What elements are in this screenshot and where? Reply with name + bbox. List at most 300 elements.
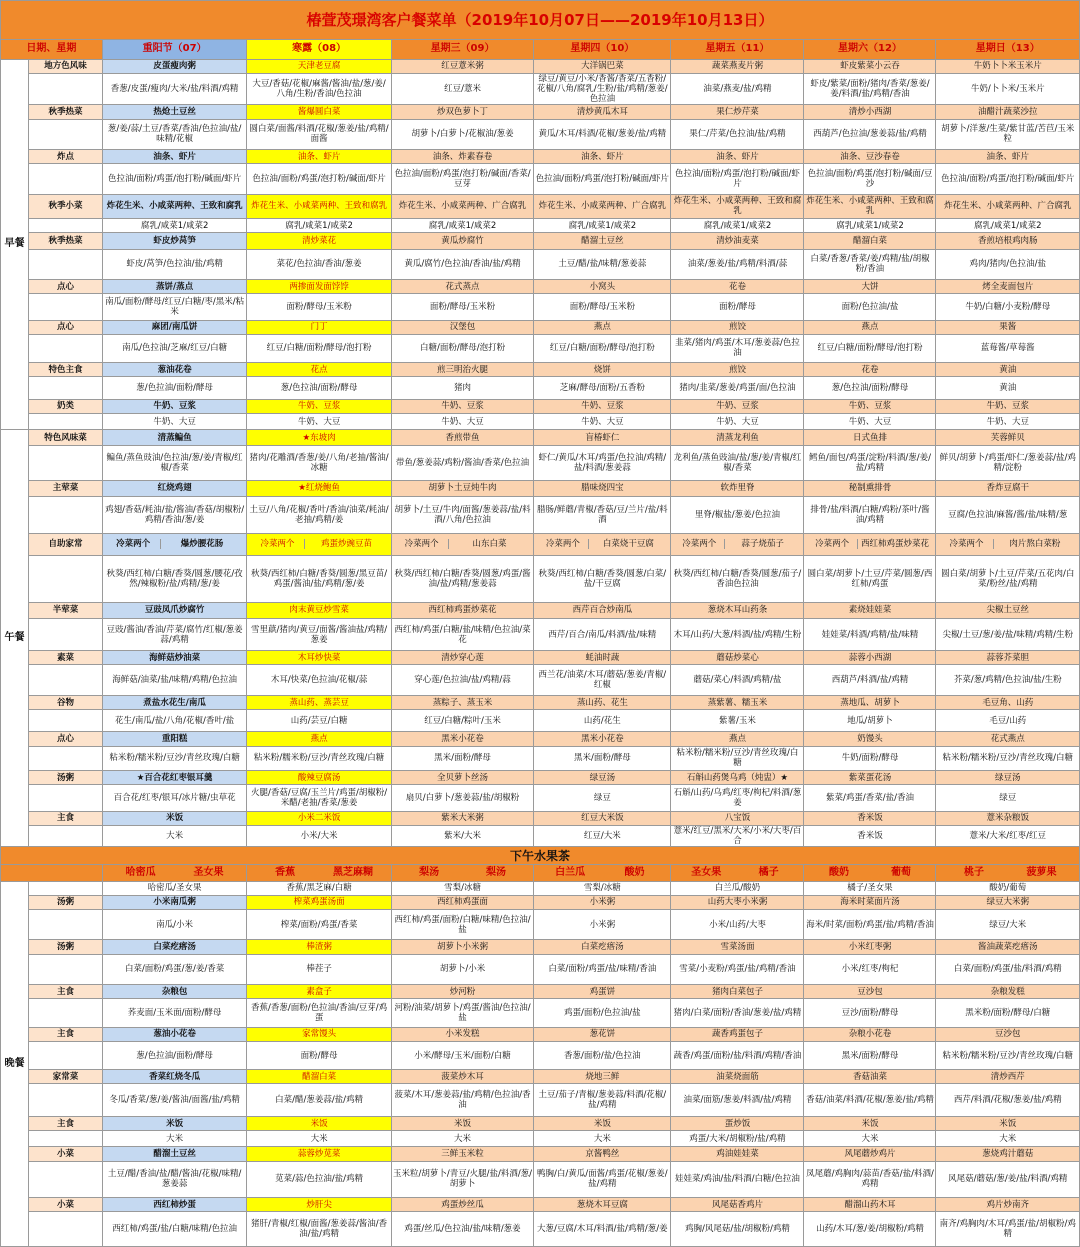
- dish-name: 素盒子: [247, 985, 391, 999]
- category-label: [29, 497, 103, 534]
- dish-ingredients: 百合花/红枣/银耳/冰片糖/虫草花: [102, 785, 246, 811]
- dish-name: 重阳糕: [102, 732, 246, 746]
- dish-name: 绿豆大米粥: [936, 895, 1080, 909]
- dish-ingredients: 海米/时菜/面粉/鸡蛋/盐/鸡精/香油: [804, 909, 936, 939]
- header-day-6: 星期六（12）: [804, 39, 936, 59]
- dish-ingredients: 香葱/面粉/盐/色拉油: [534, 1041, 671, 1069]
- dish-name: 果酱: [936, 320, 1080, 334]
- dish-name: 花卷: [804, 363, 936, 377]
- fruit-name: 梨汤: [485, 866, 506, 878]
- dish-ingredients: 牛奶、大豆: [391, 413, 533, 429]
- dish-name: 小米二米饭: [247, 811, 391, 825]
- dish-name: 大洋锅巴菜: [534, 59, 671, 73]
- dish-ingredients: 腐乳/咸菜1/咸菜2: [247, 219, 391, 233]
- dish-name: 醋溜白菜: [247, 1070, 391, 1084]
- dish-ingredients: 牛奶、大豆: [671, 413, 804, 429]
- dish-ingredients: 红豆/薏米: [391, 74, 533, 105]
- dish-ingredients: 秋葵/西红柿/白糖/香葵/圆葱/白菜/盐/干豆腐: [534, 555, 671, 602]
- dish-ingredients: 圆白菜/胡萝卜/土豆/芹菜/五花肉/白菜/粉丝/盐/鸡精: [936, 555, 1080, 602]
- dish-ingredients: 土豆/醋/香油/盐/醋/酱油/花椒/味精/葱姜蒜: [102, 1161, 246, 1198]
- dish-name: 葱烧木耳山药条: [671, 602, 804, 618]
- dish-ingredients: 虾皮/紫菜/面粉/猪肉/香菜/葱姜/姜/料酒/盐/鸡精/香油: [804, 74, 936, 105]
- dish-name: 米饭: [102, 811, 246, 825]
- dish-ingredients: 面粉/酵母/玉米粉: [247, 294, 391, 320]
- dish-ingredients: 腐乳/咸菜1/咸菜2: [391, 219, 533, 233]
- dish-name: 香煎带鱼: [391, 430, 533, 446]
- dish-name: ★百合花红枣银耳羹: [102, 770, 246, 784]
- dish-ingredients: 绿豆: [534, 785, 671, 811]
- dish-ingredients: 韭菜/猪肉/鸡蛋/木耳/葱姜蒜/色拉油: [671, 334, 804, 362]
- header-day-4: 星期四（10）: [534, 39, 671, 59]
- dish-ingredients: 香菇/油菜/料酒/花椒/葱姜/盐/鸡精: [804, 1084, 936, 1116]
- dish-name: 小米红枣粥: [804, 940, 936, 954]
- dish-name: 山东白菜: [472, 539, 507, 550]
- dish-name: 油条、虾片: [936, 150, 1080, 164]
- dish-pair: [671, 533, 804, 555]
- category-label: 家常菜: [29, 1070, 103, 1084]
- dish-name: 炸花生米、小咸菜两种、王致和腐乳: [804, 194, 936, 218]
- fruit-name: 橘子: [758, 866, 779, 878]
- dish-cold: 冷菜两个: [808, 539, 858, 549]
- dish-ingredients: 尖椒/土豆/葱/姜/盐/味精/鸡精/生粉: [936, 618, 1080, 650]
- dish-ingredients: 西红柿/鸡蛋/白糖/盐/味精/色拉油/菜花: [391, 618, 533, 650]
- dish-name: 绿豆汤: [534, 770, 671, 784]
- dish-ingredients: 苋菜/蒜/色拉油/盐/鸡精: [247, 1161, 391, 1198]
- dish-name: 煎三明治火腿: [391, 363, 533, 377]
- dish-ingredients: 大米: [391, 1131, 533, 1147]
- dish-name: 紫米大米粥: [391, 811, 533, 825]
- dish-ingredients: 橘子/圣女果: [804, 881, 936, 895]
- dish-name: 小窝头: [534, 279, 671, 293]
- dish-ingredients: 面粉/酵母: [247, 1041, 391, 1069]
- dish-name: 炸花生米、小咸菜两种、广合腐乳: [936, 194, 1080, 218]
- category-label: 主食: [29, 985, 103, 999]
- dish-name: 三鲜玉米粒: [391, 1147, 533, 1161]
- dish-name: 蒸山药、蒸芸豆: [247, 695, 391, 709]
- dish-ingredients: 鸡蛋/面粉/色拉油/盐: [534, 999, 671, 1027]
- dish-name: 京酱鸭丝: [534, 1147, 671, 1161]
- dish-pair: [534, 533, 671, 555]
- dish-ingredients: 薏米/大米/红枣/红豆: [936, 825, 1080, 846]
- dish-name: 醋溜白菜: [804, 233, 936, 249]
- dish-name: 蒜子烧茄子: [741, 539, 784, 550]
- dish-ingredients: 黑米粉/面粉/酵母/白糖: [936, 999, 1080, 1027]
- dish-name: ★东坡肉: [247, 430, 391, 446]
- dish-ingredients: 娃娃菜/鸡油/盐/料酒/白糖/色拉油: [671, 1161, 804, 1198]
- dish-pair: [936, 533, 1080, 555]
- dish-ingredients: 菠菜/木耳/葱姜蒜/盐/鸡精/色拉油/香油: [391, 1084, 533, 1116]
- dish-name: 蘑菇炒菜心: [671, 651, 804, 665]
- dish-name: 蒜蓉炒苋菜: [247, 1147, 391, 1161]
- dish-name: 醋溜土豆丝: [102, 1147, 246, 1161]
- category-label: 点心: [29, 732, 103, 746]
- dish-cold: 冷菜两个: [395, 539, 449, 549]
- dish-name: 麻团/南瓜饼: [102, 320, 246, 334]
- dish-name: 清炒西芹: [936, 1070, 1080, 1084]
- dish-name: 奶馒头: [804, 732, 936, 746]
- dish-ingredients: 西葫芦/料酒/盐/鸡精: [804, 665, 936, 695]
- dish-pair: [102, 533, 246, 555]
- dish-ingredients: 色拉油/面粉/鸡蛋/泡打粉/碱面/虾片: [671, 164, 804, 194]
- dish-name: 炸花生米、小咸菜两种、广合腐乳: [391, 194, 533, 218]
- dish-name: 米饭: [936, 1116, 1080, 1130]
- dish-pair: [247, 533, 391, 555]
- dish-ingredients: 牛奶/面粉/酵母: [804, 746, 936, 770]
- dish-ingredients: 荞麦面/玉米面/面粉/酵母: [102, 999, 246, 1027]
- category-label: 自助家常: [29, 533, 103, 555]
- dish-name: 油菜烧面筋: [671, 1070, 804, 1084]
- dish-ingredients: 鸡蛋/大米/胡椒粉/盐/鸡精: [671, 1131, 804, 1147]
- dish-ingredients: 毛豆/山药: [936, 710, 1080, 732]
- dish-name: 牛奶、豆浆: [804, 399, 936, 413]
- fruit-name: 黑芝麻糊: [333, 866, 374, 878]
- dish-ingredients: 雪梨/冰糖: [391, 881, 533, 895]
- dish-name: 醋溜山药木耳: [804, 1198, 936, 1212]
- header-day-2: 寒露（08）: [247, 39, 391, 59]
- dish-ingredients: 色拉油/面粉/鸡蛋/泡打粉/碱面/虾片: [247, 164, 391, 194]
- category-label: 炸点: [29, 150, 103, 164]
- afternoon-tea-title: 下午水果茶: [1, 847, 1080, 865]
- dish-name: 牛奶、豆浆: [247, 399, 391, 413]
- dish-ingredients: 西红柿/鸡蛋/盐/白糖/味精/色拉油: [102, 1212, 246, 1247]
- category-label: [29, 954, 103, 984]
- dish-ingredients: 红豆/白糖/粽叶/玉米: [391, 710, 533, 732]
- dish-ingredients: 白菜/香葱/香菜/姜/鸡精/盐/胡椒粉/香油: [804, 249, 936, 279]
- dish-name: 煎饺: [671, 320, 804, 334]
- dish-ingredients: 猪肉/韭菜/葱姜/鸡蛋/面/色拉油: [671, 377, 804, 399]
- dish-ingredients: 粘米粉/糯米粉/豆沙/青丝玫瑰/白糖: [936, 746, 1080, 770]
- dish-ingredients: 河粉/油菜/胡萝卜/鸡蛋/酱油/色拉油/盐: [391, 999, 533, 1027]
- dish-name: 牛奶、豆浆: [671, 399, 804, 413]
- dish-ingredients: 牛奶、大豆: [534, 413, 671, 429]
- dish-name: 花式燕点: [936, 732, 1080, 746]
- dish-ingredients: 鸭胸/白/黄瓜/面酱/鸡蛋/花椒/葱姜/盐/鸡精: [534, 1161, 671, 1198]
- dish-ingredients: 腐乳/咸菜1/咸菜2: [671, 219, 804, 233]
- dish-ingredients: 豆沙/面粉/酵母: [804, 999, 936, 1027]
- category-label: [29, 164, 103, 194]
- dish-name: 清蒸鳊鱼: [102, 430, 246, 446]
- dish-name: 米饭: [247, 1116, 391, 1130]
- dish-ingredients: 蘑菇/菜心/料酒/鸡精/盐: [671, 665, 804, 695]
- dish-ingredients: 粘米粉/糯米粉/豆沙/青丝玫瑰/白糖: [671, 746, 804, 770]
- dish-ingredients: 秋葵/西红柿/白糖/香葵/圆葱/腰花/孜然/辣椒粉/盐/鸡精/葱/姜: [102, 555, 246, 602]
- dish-name: 尖椒土豆丝: [936, 602, 1080, 618]
- dish-name: 西红柿炒蛋: [102, 1198, 246, 1212]
- dish-name: 煮盐水花生/南瓜: [102, 695, 246, 709]
- dish-name: 西芹百合炒南瓜: [534, 602, 671, 618]
- dish-name: 绿豆汤: [936, 770, 1080, 784]
- dish-name: 鸡油娃娃菜: [671, 1147, 804, 1161]
- dish-name: 胡萝卜小米粥: [391, 940, 533, 954]
- dish-ingredients: 雪里蕻/猪肉/黄豆/面酱/酱油盐/鸡精/葱姜: [247, 618, 391, 650]
- dish-name: 杂粮发糕: [936, 985, 1080, 999]
- dish-name: 香煎培根鸡肉肠: [936, 233, 1080, 249]
- dish-name: 牛奶卜卜米玉米片: [936, 59, 1080, 73]
- dish-ingredients: 南瓜/色拉油/芝麻/红豆/白糖: [102, 334, 246, 362]
- dish-name: 煎饺: [671, 363, 804, 377]
- dish-ingredients: 粘米粉/糯米粉/豆沙/青丝玫瑰/白糖: [102, 746, 246, 770]
- fruit-name: 哈密瓜: [125, 866, 156, 878]
- dish-name: 蛋炒饭: [671, 1116, 804, 1130]
- fruit-pair: [671, 865, 804, 881]
- dish-name: 软炸里脊: [671, 480, 804, 496]
- dish-name: 花式蒸点: [391, 279, 533, 293]
- category-label: [29, 1041, 103, 1069]
- dish-ingredients: 虾皮/莴笋/色拉油/盐/鸡精: [102, 249, 246, 279]
- fruit-pair: [391, 865, 533, 881]
- dish-ingredients: 油菜/燕麦/盐/鸡精: [671, 74, 804, 105]
- fruit-name: 酸奶: [829, 866, 850, 878]
- dish-ingredients: 绿豆/大米: [936, 909, 1080, 939]
- dish-name: 鸡片炒南齐: [936, 1198, 1080, 1212]
- dish-ingredients: 葱/色拉油/面粉/酵母: [804, 377, 936, 399]
- dish-name: 榨菜鸡蛋汤面: [247, 895, 391, 909]
- dish-ingredients: 石斛/山药/乌鸡/红枣/枸杞/料酒/葱姜: [671, 785, 804, 811]
- category-label: 奶类: [29, 399, 103, 413]
- dish-name: 虾皮紫菜小云吞: [804, 59, 936, 73]
- dish-ingredients: 花生/南瓜/盐/八角/花椒/香叶/盐: [102, 710, 246, 732]
- dish-pair: [391, 533, 533, 555]
- dish-name: 蒸山药、花生: [534, 695, 671, 709]
- dish-name: 两掺面发面饽饽: [247, 279, 391, 293]
- dish-ingredients: 秋葵/西红柿/白糖/香葵/圆葱/鸡蛋/酱油/盐/鸡精/葱姜蒜: [391, 555, 533, 602]
- dish-name: 炸花生米、小咸菜两种、王致和腐乳: [247, 194, 391, 218]
- dish-name: 红豆大米饭: [534, 811, 671, 825]
- dish-ingredients: 黑米/面粉/酵母: [391, 746, 533, 770]
- dish-name: 杂粮小花卷: [804, 1027, 936, 1041]
- category-label: 点心: [29, 320, 103, 334]
- dish-name: 西红柿鸡蛋炒菜花: [391, 602, 533, 618]
- dish-ingredients: 娃娃菜/料酒/鸡精/盐/味精: [804, 618, 936, 650]
- dish-ingredients: 猪肉/白菜/面粉/香油/葱姜/盐/鸡精: [671, 999, 804, 1027]
- dish-ingredients: 牛奶/白糖/小麦粉/酵母: [936, 294, 1080, 320]
- dish-name: 蒸地瓜、胡萝卜: [804, 695, 936, 709]
- dish-name: 牛奶、豆浆: [936, 399, 1080, 413]
- dish-ingredients: 色拉油/面粉/鸡蛋/泡打粉/碱面/虾片: [102, 164, 246, 194]
- dish-ingredients: 粘米粉/糯米粉/豆沙/青丝玫瑰/白糖: [247, 746, 391, 770]
- dish-ingredients: 紫薯/玉米: [671, 710, 804, 732]
- dish-name: 菠菜炒木耳: [391, 1070, 533, 1084]
- dish-ingredients: 黑米/面粉/酵母: [804, 1041, 936, 1069]
- dish-ingredients: 豆豉/酱油/香油/芹菜/腐竹/红椒/葱姜蒜/鸡精: [102, 618, 246, 650]
- dish-ingredients: 蓝莓酱/草莓酱: [936, 334, 1080, 362]
- category-label: 地方色风味: [29, 59, 103, 73]
- dish-ingredients: 山药/木耳/葱/姜/胡椒粉/鸡精: [804, 1212, 936, 1247]
- dish-name: 烤全麦面包片: [936, 279, 1080, 293]
- dish-cold: 冷菜两个: [537, 539, 589, 549]
- dish-ingredients: 凤尾蘑/鸡胸肉/蒜苗/香菇/盐/料酒/鸡精: [804, 1161, 936, 1198]
- dish-name: 炸花生米、小咸菜两种、王致和腐乳: [671, 194, 804, 218]
- category-label: [29, 746, 103, 770]
- dish-name: 雪菜汤面: [671, 940, 804, 954]
- category-label: [29, 377, 103, 399]
- dish-name: 西红柿鸡蛋面: [391, 895, 533, 909]
- dish-name: 蔬香鸡蛋包子: [671, 1027, 804, 1041]
- dish-ingredients: 风尾菇/蘑菇/葱/姜/盐/料酒/鸡精: [936, 1161, 1080, 1198]
- dish-ingredients: 里脊/椒盐/葱姜/色拉油: [671, 497, 804, 534]
- dish-name: 炸花生米、小咸菜两种、王致和腐乳: [102, 194, 246, 218]
- dish-ingredients: 西芹/料酒/花椒/葱姜/盐/鸡精: [936, 1084, 1080, 1116]
- dish-name: 蒸粽子、蒸玉米: [391, 695, 533, 709]
- dish-ingredients: 海鲜菇/油菜/盐/味精/鸡精/色拉油: [102, 665, 246, 695]
- category-label: [29, 881, 103, 895]
- fruit-pair: [247, 865, 391, 881]
- dish-name: 米饭: [102, 1116, 246, 1130]
- dish-name: 西红柿鸡蛋炒菜花: [860, 539, 929, 550]
- category-label: [29, 785, 103, 811]
- dish-name: 燕点: [534, 320, 671, 334]
- dish-name: 爆炒腰花肠: [180, 539, 224, 550]
- dish-name: 风尾蘑炒鸡片: [804, 1147, 936, 1161]
- dish-name: 牛奶、豆浆: [102, 399, 246, 413]
- dish-ingredients: 酸奶/葡萄: [936, 881, 1080, 895]
- dish-name: 燕点: [247, 732, 391, 746]
- dish-ingredients: 木耳/山药/大葱/料酒/盐/鸡精/生粉: [671, 618, 804, 650]
- dish-name: 石斛山药煲乌鸡（炖盅）★: [671, 770, 804, 784]
- category-label: [29, 249, 103, 279]
- dish-name: 木耳炒快菜: [247, 651, 391, 665]
- dish-name: 葱花饼: [534, 1027, 671, 1041]
- dish-name: 烧饼: [534, 363, 671, 377]
- dish-ingredients: 圆白菜/胡萝卜/土豆/芹菜/圆葱/西红柿/鸡蛋: [804, 555, 936, 602]
- dish-ingredients: 土豆/八角/花椒/香叶/香油/油菜/耗油/老抽/鸡精/姜: [247, 497, 391, 534]
- category-label: 主荤菜: [29, 480, 103, 496]
- dish-name: 鸡蛋饼: [534, 985, 671, 999]
- dish-name: 小米发糕: [391, 1027, 533, 1041]
- dish-ingredients: 油菜/面筋/葱姜/料酒/盐/鸡精: [671, 1084, 804, 1116]
- dish-cold: 冷菜两个: [106, 539, 161, 549]
- dish-ingredients: 色拉油/面粉/鸡蛋/泡打粉/碱面/虾片: [936, 164, 1080, 194]
- dish-ingredients: 绿豆: [936, 785, 1080, 811]
- dish-ingredients: 棒茬子: [247, 954, 391, 984]
- dish-ingredients: 黄油: [936, 377, 1080, 399]
- category-label: 汤粥: [29, 895, 103, 909]
- dish-ingredients: 大米: [804, 1131, 936, 1147]
- category-label: [29, 1084, 103, 1116]
- dish-ingredients: 西红柿/鸡蛋/面粉/白糖/味精/色拉油/盐: [391, 909, 533, 939]
- dish-ingredients: 鸡蛋/丝瓜/色拉油/盐/味精/葱姜: [391, 1212, 533, 1247]
- dish-name: 黑米小花卷: [534, 732, 671, 746]
- fruit-pair: [804, 865, 936, 881]
- fruit-name: 酸奶: [624, 866, 645, 878]
- meal-label-dinner: 晚餐: [1, 881, 29, 1246]
- dish-ingredients: 冬瓜/香菜/葱/姜/酱油/面酱/盐/鸡精: [102, 1084, 246, 1116]
- category-label: 特色风味菜: [29, 430, 103, 446]
- dish-name: 杂粮包: [102, 985, 246, 999]
- dish-ingredients: 葱/色拉油/面粉/酵母: [102, 1041, 246, 1069]
- dish-name: 肉末黄豆炒雪菜: [247, 602, 391, 618]
- dish-name: 烧地三鲜: [534, 1070, 671, 1084]
- dish-ingredients: 白菜/面粉/鸡蛋/盐/味精/香油: [534, 954, 671, 984]
- dish-name: 酱油蔬菜疙瘩汤: [936, 940, 1080, 954]
- dish-name: 炸花生米、小咸菜两种、广合腐乳: [534, 194, 671, 218]
- fruit-name: 圣女果: [193, 866, 224, 878]
- header-date: 日期、星期: [1, 39, 103, 59]
- dish-ingredients: 小米/大米: [247, 825, 391, 846]
- dish-name: 葱烧鸡汁蘑菇: [936, 1147, 1080, 1161]
- dish-name: 白菜疙瘩汤: [534, 940, 671, 954]
- dish-ingredients: 南齐/鸡胸肉/木耳/鸡蛋/盐/胡椒粉/鸡精: [936, 1212, 1080, 1247]
- dish-ingredients: 龙利鱼/蒸鱼豉油/盐/葱/姜/青椒/红椒/香菜: [671, 446, 804, 480]
- dish-ingredients: 胡萝卜/小米: [391, 954, 533, 984]
- dish-ingredients: 葱/色拉油/面粉/酵母: [247, 377, 391, 399]
- dish-ingredients: 带鱼/葱姜蒜/鸡粉/酱油/香菜/色拉油: [391, 446, 533, 480]
- dish-name: 门丁: [247, 320, 391, 334]
- dish-name: 清炒穿心莲: [391, 651, 533, 665]
- dish-name: 白菜烧干豆腐: [602, 539, 654, 550]
- category-label: 素菜: [29, 651, 103, 665]
- category-label: [29, 1131, 103, 1147]
- dish-name: 蔬菜燕麦片粥: [671, 59, 804, 73]
- dish-name: 香菜红烧冬瓜: [102, 1070, 246, 1084]
- dish-ingredients: 葱/姜/蒜/土豆/香菜/香油/色拉油/盐/味精/花椒: [102, 119, 246, 149]
- dish-name: 蒜蓉芥菜胆: [936, 651, 1080, 665]
- dish-name: 皮蛋瘦肉粥: [102, 59, 246, 73]
- dish-ingredients: 腐乳/咸菜1/咸菜2: [936, 219, 1080, 233]
- dish-name: 汉堡包: [391, 320, 533, 334]
- category-label: [29, 1212, 103, 1247]
- dish-pair: [804, 533, 936, 555]
- dish-name: 黄瓜炒腐竹: [391, 233, 533, 249]
- category-label: [29, 334, 103, 362]
- dish-ingredients: 色拉油/面粉/鸡蛋/泡打粉/碱面/虾片: [534, 164, 671, 194]
- fruit-pair: [936, 865, 1080, 881]
- dish-name: 香菇油菜: [804, 1070, 936, 1084]
- dish-name: 家常馒头: [247, 1027, 391, 1041]
- category-label: [29, 119, 103, 149]
- dish-ingredients: 白菜/面粉/鸡蛋/盐/料酒/鸡精: [936, 954, 1080, 984]
- category-label: [29, 618, 103, 650]
- fruit-name: 桃子: [964, 866, 985, 878]
- dish-name: 炒肝尖: [247, 1198, 391, 1212]
- dish-name: 油条、虾片: [671, 150, 804, 164]
- category-label: 主食: [29, 1027, 103, 1041]
- dish-name: 鸡蛋炒豌豆苗: [320, 539, 372, 550]
- dish-name: 米饭: [804, 1116, 936, 1130]
- category-label: 汤粥: [29, 770, 103, 784]
- dish-ingredients: 白糖/面粉/酵母/泡打粉: [391, 334, 533, 362]
- dish-ingredients: 菜花/色拉油/香油/葱姜: [247, 249, 391, 279]
- dish-ingredients: 紫米/大米: [391, 825, 533, 846]
- dish-name: 大饼: [804, 279, 936, 293]
- dish-name: 山药大枣小米粥: [671, 895, 804, 909]
- dish-ingredients: 大葱/豆腐/木耳/料酒/盐/鸡精/葱/姜: [534, 1212, 671, 1247]
- header-day-7: 星期日（13）: [936, 39, 1080, 59]
- page-title: 椿萱茂璟湾客户餐菜单（2019年10月07日——2019年10月13日）: [1, 1, 1080, 40]
- dish-name: 醋溜土豆丝: [534, 233, 671, 249]
- category-label: [29, 825, 103, 846]
- dish-ingredients: 白兰瓜/酸奶: [671, 881, 804, 895]
- fruit-name: 香蕉: [275, 866, 296, 878]
- dish-name: 炒双色萝卜丁: [391, 105, 533, 119]
- dish-name: 蚝油时蔬: [534, 651, 671, 665]
- fruit-name: 菠萝果: [1026, 866, 1057, 878]
- category-label: [29, 413, 103, 429]
- dish-ingredients: 榨菜/面粉/鸡蛋/香菜: [247, 909, 391, 939]
- category-label: [29, 1161, 103, 1198]
- dish-ingredients: 大米: [102, 1131, 246, 1147]
- dish-ingredients: 牛奶/卜卜米/玉米片: [936, 74, 1080, 105]
- dish-name: 葱油小花卷: [102, 1027, 246, 1041]
- dish-ingredients: 圆白菜/面酱/料酒/花椒/葱姜/盐/鸡精/面酱: [247, 119, 391, 149]
- category-label: [29, 710, 103, 732]
- dish-name: 鸡蛋炒丝瓜: [391, 1198, 533, 1212]
- dish-ingredients: 大米: [936, 1131, 1080, 1147]
- dish-ingredients: 西芹/百合/南瓜/料酒/盐/味精: [534, 618, 671, 650]
- dish-name: 豆豉凤爪炒腐竹: [102, 602, 246, 618]
- dish-ingredients: 木耳/快菜/色拉油/花椒/蒜: [247, 665, 391, 695]
- dish-ingredients: 穿心莲/色拉油/盐/鸡精/蒜: [391, 665, 533, 695]
